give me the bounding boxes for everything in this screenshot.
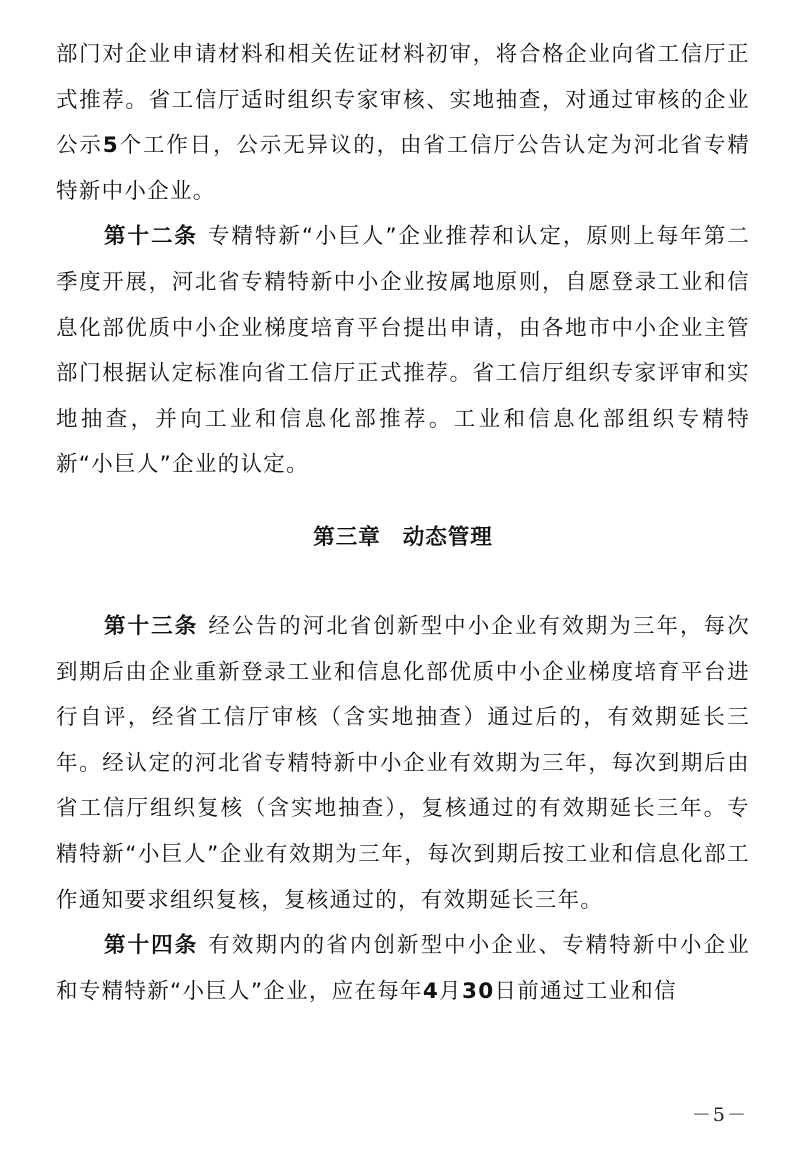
article-14-month: 4	[422, 978, 440, 1004]
article-12-text: 专精特新“小巨人”企业推荐和认定，原则上每年第二季度开展，河北省专精特新中小企业按属地原则，自愿登录工业和信息化部优质中小企业梯度培育平台提出申请，由各地市中小企业主管部门根据认定标准向省工信厅正式推荐。省工信厅组织专家评审和实地抽查，并向工业和信息化部推荐。工业和信息化部组织专精特新“小巨人”企业的认定。	[56, 224, 751, 478]
section-spacer	[56, 560, 750, 604]
article-13-text: 经公告的河北省创新型中小企业有效期为三年，每次到期后由企业重新登录工业和信息化部优质中小企业梯度培育平台进行自评，经省工信厅审核（含实地抽查）通过后的，有效期延长三年。经认定的河北省专精特新中小企业有效期为三年，每次到期后由省工信厅组织复核（含实地抽查），复核通过的有效期延长三年。专精特新“小巨人”企业有效期为三年，每次到期后按工业和信息化部工作通知要求组织复核，复核通过的，有效期延长三年。	[56, 613, 750, 913]
page-number: －5－	[691, 1104, 748, 1126]
article-14-text-b: 日前通过工业和信	[494, 978, 677, 1004]
article-14-text-a: 有效期内的省内创新型中小企业、专精特新中小企业和专精特新“小巨人”企业，应在每年	[56, 933, 750, 1004]
intro-paragraph	[56, 32, 750, 214]
article-13-label: 第十三条	[104, 613, 199, 639]
article-14-paragraph	[56, 923, 750, 1014]
article-14-text-mid: 月	[439, 978, 462, 1004]
article-14-label: 第十四条	[104, 933, 199, 959]
intro-number: 5	[102, 133, 120, 159]
section-spacer	[56, 488, 750, 516]
chapter-number: 第三章	[313, 524, 381, 550]
intro-text-b: 个工作日，公示无异议的，由省工信厅公告认定为河北省专精特新中小企业。	[56, 133, 750, 204]
chapter-title: 动态管理	[402, 524, 493, 550]
article-12-label: 第十二条	[104, 224, 198, 250]
article-14-day: 30	[461, 978, 495, 1004]
intro-text-a: 部门对企业申请材料和相关佐证材料初审，将合格企业向省工信厅正式推荐。省工信厅适时组织专家审核、实地抽查，对通过审核的企业公示	[56, 42, 750, 159]
article-13-paragraph	[56, 604, 750, 923]
article-12-paragraph	[56, 214, 750, 488]
document-page	[56, 32, 750, 1014]
chapter-heading	[56, 516, 750, 560]
